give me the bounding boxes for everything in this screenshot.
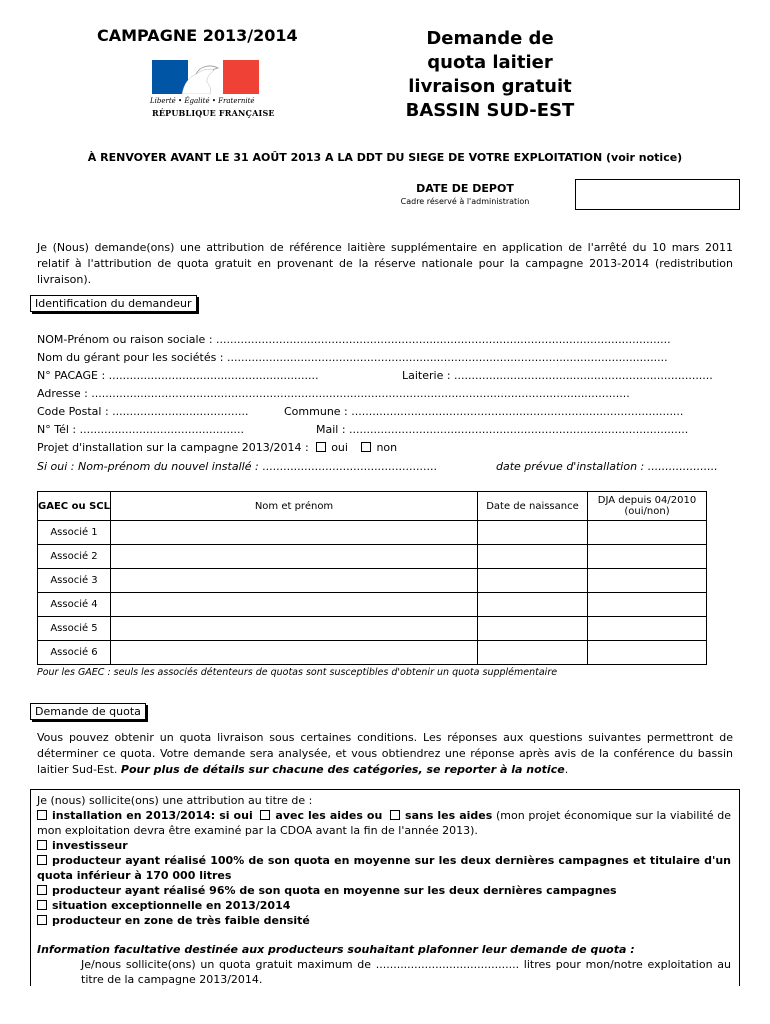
table-header-row: [38, 492, 707, 521]
sans-aides-label: sans les aides: [405, 809, 493, 822]
adresse-field[interactable]: Adresse : ..........................................................................................................................................................: [37, 387, 630, 400]
projet-oui-checkbox[interactable]: [316, 442, 326, 452]
projet-non-checkbox[interactable]: [361, 442, 371, 452]
cell-dja[interactable]: [588, 521, 707, 545]
densite-checkbox[interactable]: [37, 915, 47, 925]
section-identification: Identification du demandeur: [30, 295, 197, 312]
producteur-100-label: producteur ayant réalisé 100% de son quota en moyenne sur les deux dernières campagnes et titulaire d'un quota inférieur à 170 000 litres: [37, 854, 731, 882]
cell-naissance[interactable]: [478, 545, 588, 569]
demande-notice-ref: Pour plus de détails sur chacune des catégories, se reporter à la notice: [120, 763, 565, 776]
th-dja: DJA depuis 04/2010 (oui/non): [588, 492, 707, 521]
installation-label: installation en 2013/2014: si oui: [52, 809, 253, 822]
campagne-title: CAMPAGNE 2013/2014: [97, 26, 298, 45]
table-row: [38, 641, 707, 665]
sollicite-intro: Je (nous) sollicite(ons) une attribution au titre de :: [37, 794, 313, 807]
date-prevue-field[interactable]: date prévue d'installation : ....................: [496, 460, 718, 473]
th-gaec: GAEC ou SCL: [38, 492, 111, 521]
row-label: Associé 6: [38, 641, 111, 665]
section-demande: Demande de quota: [30, 703, 146, 720]
table-row: [38, 617, 707, 641]
producteur-96-checkbox[interactable]: [37, 885, 47, 895]
demande-end: .: [564, 763, 569, 776]
intro-paragraph: Je (Nous) demande(ons) une attribution de référence laitière supplémentaire en application de l'arrêté du 10 mars 2011 relatif à l'attribution de quota gratuit en provenant de la réserve nationale pour la campagne 2013-2014 (redistribution livraison).: [37, 241, 733, 286]
cell-nom[interactable]: [111, 521, 478, 545]
republique-francaise: RÉPUBLIQUE FRANÇAISE: [152, 108, 275, 118]
nom-field[interactable]: NOM-Prénom ou raison sociale : ..................................................................................................................................: [37, 333, 671, 346]
cell-dja[interactable]: [588, 641, 707, 665]
title-line-2: livraison gratuit: [408, 76, 572, 97]
row-label: Associé 5: [38, 617, 111, 641]
exceptionnelle-checkbox[interactable]: [37, 900, 47, 910]
devise: Liberté • Égalité • Fraternité: [150, 97, 255, 105]
cell-nom[interactable]: [111, 617, 478, 641]
avec-aides-label: avec les aides ou: [275, 809, 383, 822]
cell-nom[interactable]: [111, 593, 478, 617]
projet-non-label: non: [376, 441, 398, 454]
row-label: Associé 3: [38, 569, 111, 593]
mail-field[interactable]: Mail : .................................................................................................: [316, 423, 689, 436]
investisseur-label: investisseur: [52, 839, 128, 852]
code-postal-field[interactable]: Code Postal : .......................................: [37, 405, 249, 418]
sans-aides-checkbox[interactable]: [390, 810, 400, 820]
installation-detail: (mon projet économique sur la viabilité de mon exploitation devra être examiné par la CDOA avant la fin de l'année 2013).: [37, 809, 731, 837]
cell-dja[interactable]: [588, 617, 707, 641]
cell-naissance[interactable]: [478, 521, 588, 545]
th-naissance: Date de naissance: [478, 492, 588, 521]
cell-dja[interactable]: [588, 545, 707, 569]
sollicite-content: [37, 793, 731, 987]
cell-nom[interactable]: [111, 545, 478, 569]
cell-naissance[interactable]: [478, 569, 588, 593]
producteur-96-label: producteur ayant réalisé 96% de son quota en moyenne sur les deux dernières campagnes: [52, 884, 617, 897]
option-installation: [37, 808, 731, 838]
table-row: [38, 593, 707, 617]
projet-installation: [37, 441, 397, 454]
option-100: [37, 853, 731, 883]
form-title: [400, 27, 580, 123]
option-exceptionnelle: [37, 898, 731, 913]
row-label: Associé 1: [38, 521, 111, 545]
avec-aides-checkbox[interactable]: [260, 810, 270, 820]
si-oui-dots[interactable]: ..................................................: [262, 460, 438, 473]
option-densite: [37, 913, 731, 928]
cell-naissance[interactable]: [478, 617, 588, 641]
densite-label: producteur en zone de très faible densité: [52, 914, 310, 927]
producteur-100-checkbox[interactable]: [37, 855, 47, 865]
sollicite-box: [30, 789, 740, 986]
cell-dja[interactable]: [588, 593, 707, 617]
table-row: [38, 521, 707, 545]
marianne-logo: [152, 60, 259, 94]
cell-dja[interactable]: [588, 569, 707, 593]
demande-paragraph: [37, 730, 733, 778]
option-investisseur: [37, 838, 731, 853]
info-text[interactable]: Je/nous sollicite(ons) un quota gratuit maximum de ......................................... litres pour mon/notre exploitation au titre de la campagne 2013/2014.: [81, 958, 731, 986]
date-depot-sub: Cadre réservé à l'administration: [400, 197, 530, 206]
row-label: Associé 2: [38, 545, 111, 569]
table-row: [38, 569, 707, 593]
investisseur-checkbox[interactable]: [37, 840, 47, 850]
exceptionnelle-label: situation exceptionnelle en 2013/2014: [52, 899, 291, 912]
cell-naissance[interactable]: [478, 641, 588, 665]
installation-checkbox[interactable]: [37, 810, 47, 820]
demande-text: Vous pouvez obtenir un quota livraison sous certaines conditions. Les réponses aux questions suivantes permettront de déterminer ce quota. Votre demande sera analysée, et vous obtiendrez une réponse après avis de la conférence du bassin laitier Sud-Est.: [37, 731, 733, 776]
laiterie-field[interactable]: Laiterie : ..........................................................................: [402, 369, 713, 382]
si-oui-label: Si oui : Nom-prénom du nouvel installé :: [37, 460, 263, 473]
gerant-field[interactable]: Nom du gérant pour les sociétés : ..............................................................................................................................: [37, 351, 668, 364]
info-title: Information facultative destinée aux producteurs souhaitant plafonner leur demande de quota :: [37, 943, 635, 956]
th-nom: Nom et prénom: [111, 492, 478, 521]
cell-nom[interactable]: [111, 641, 478, 665]
title-line-3: BASSIN SUD-EST: [405, 100, 575, 121]
row-label: Associé 4: [38, 593, 111, 617]
cell-nom[interactable]: [111, 569, 478, 593]
projet-label: Projet d'installation sur la campagne 2013/2014 :: [37, 441, 309, 454]
si-oui-line: [37, 460, 437, 473]
commune-field[interactable]: Commune : ...............................................................................................: [284, 405, 684, 418]
option-96: [37, 883, 731, 898]
cell-naissance[interactable]: [478, 593, 588, 617]
title-line-1: Demande de quota laitier: [426, 28, 554, 73]
associes-table: [37, 491, 707, 665]
pacage-field[interactable]: N° PACAGE : ............................................................: [37, 369, 319, 382]
deadline-notice: À RENVOYER AVANT LE 31 AOÛT 2013 A LA DDT DU SIEGE DE VOTRE EXPLOITATION (voir notice): [87, 151, 683, 164]
tel-field[interactable]: N° Tél : ...............................................: [37, 423, 244, 436]
date-depot-box[interactable]: [575, 179, 740, 210]
table-row: [38, 545, 707, 569]
date-depot-label: DATE DE DEPOT: [416, 182, 514, 195]
projet-oui-label: oui: [331, 441, 348, 454]
gaec-note: Pour les GAEC : seuls les associés détenteurs de quotas sont susceptibles d'obtenir un quota supplémentaire: [37, 667, 558, 678]
